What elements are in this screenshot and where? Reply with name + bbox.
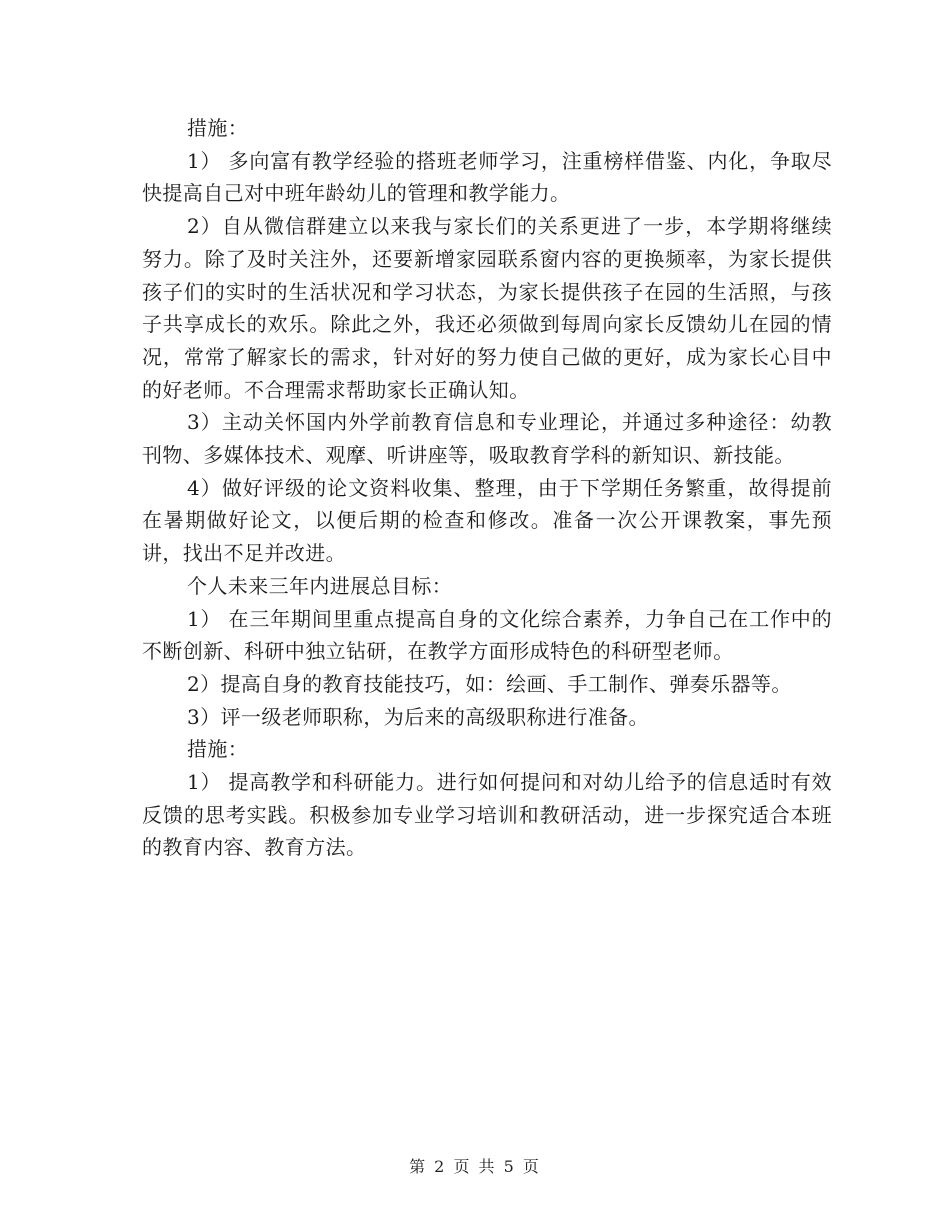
paragraph-measure-3: 3）主动关怀国内外学前教育信息和专业理论，并通过多种途径：幼教刊物、多媒体技术、观摩、听讲座等，吸取教育学科的新知识、新技能。 — [142, 410, 832, 468]
section-heading-measures-2: 措施： — [187, 737, 249, 762]
page-number-footer: 第 2 页 共 5 页 — [409, 1157, 541, 1176]
paragraph-measure-b1: 1） 提高教学和科研能力。进行如何提问和对幼儿给予的信息适时有效反馈的思考实践。积极参加专业学习培训和教研活动，进一步探究适合本班的教育内容、教育方法。 — [142, 770, 832, 860]
paragraph-goal-3: 3）评一级老师职称，为后来的高级职称进行准备。 — [187, 704, 649, 729]
section-heading-three-year-goals: 个人未来三年内进展总目标： — [187, 573, 453, 598]
document-body — [142, 112, 832, 864]
paragraph-goal-2: 2）提高自身的教育技能技巧，如：绘画、手工制作、弹奏乐器等。 — [187, 671, 792, 696]
section-heading-measures: 措施： — [187, 116, 249, 140]
paragraph-measure-1: 1） 多向富有教学经验的搭班老师学习，注重榜样借鉴、内化，争取尽快提高自己对中班年龄幼儿的管理和教学能力。 — [142, 148, 832, 206]
paragraph-measure-2: 2）自从微信群建立以来我与家长们的关系更进了一步，本学期将继续努力。除了及时关注外，还要新增家园联系窗内容的更换频率，为家长提供孩子们的实时的生活状况和学习状态，为家长提供孩子在园的生活照，与孩子共享成长的欢乐。除此之外，我还必须做到每周向家长反馈幼儿在园的情况，常常了解家长的需求，针对好的努力使自己做的更好，成为家长心目中的好老师。不合理需求帮助家长正确认知。 — [142, 214, 832, 402]
paragraph-goal-1: 1） 在三年期间里重点提高自身的文化综合素养，力争自己在工作中的不断创新、科研中独立钻研，在教学方面形成特色的科研型老师。 — [142, 606, 832, 664]
paragraph-measure-4: 4）做好评级的论文资料收集、整理，由于下学期任务繁重，故得提前在暑期做好论文，以便后期的检查和修改。准备一次公开课教案，事先预讲，找出不足并改进。 — [142, 475, 832, 566]
